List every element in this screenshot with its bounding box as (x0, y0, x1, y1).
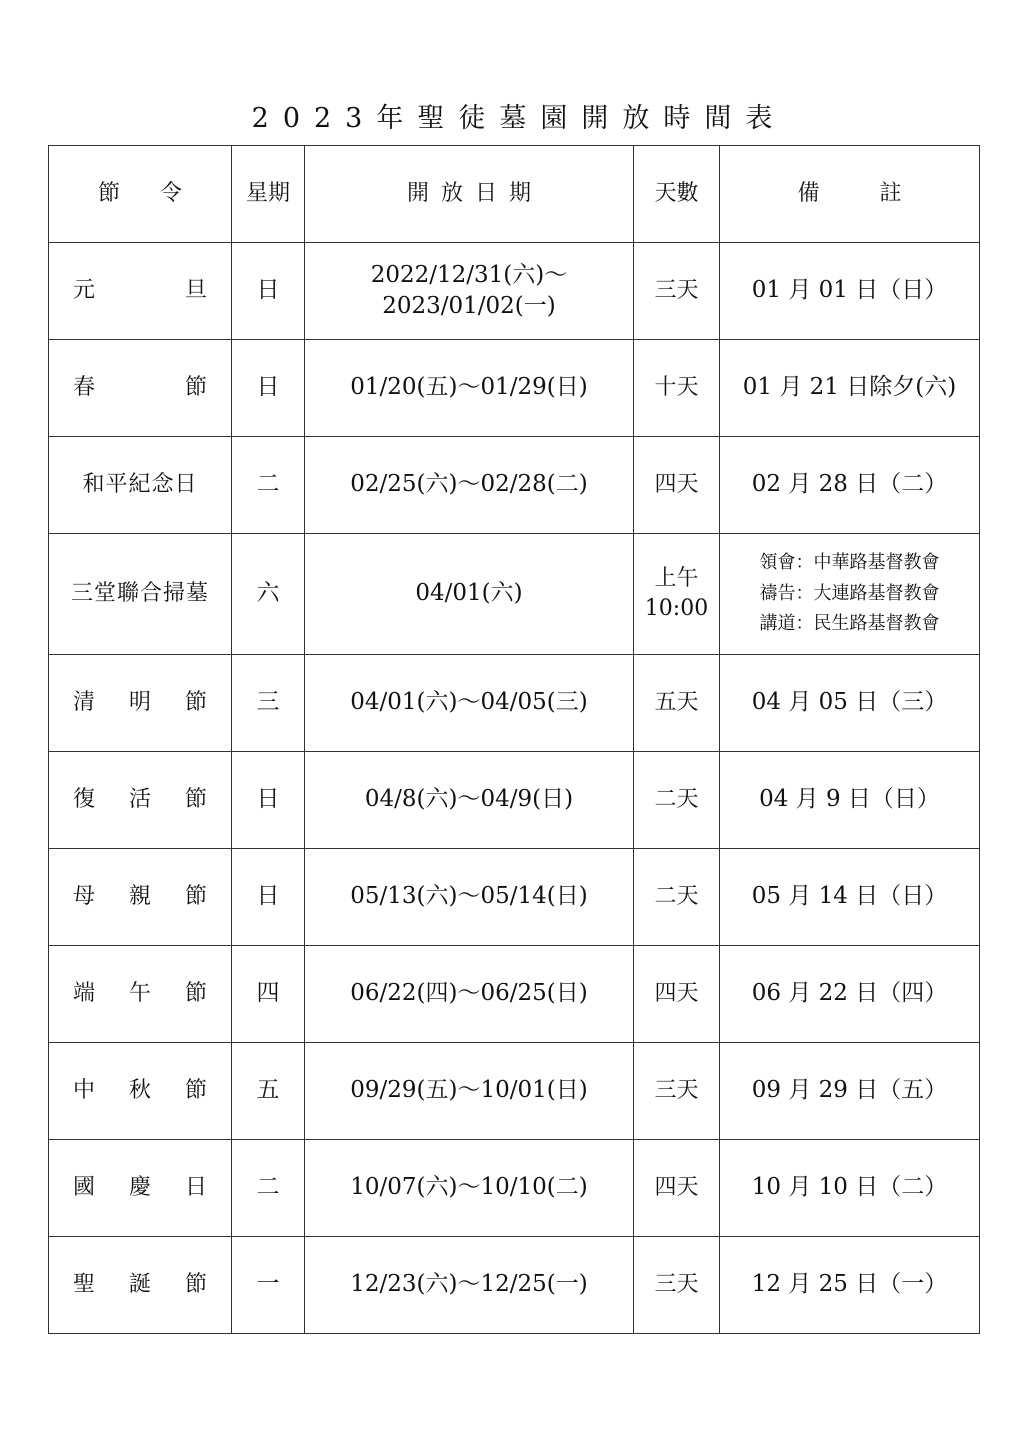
weekday-cell: 日 (232, 752, 305, 849)
festival-cell: 復活節 (49, 752, 232, 849)
days-cell: 四天 (634, 946, 720, 1043)
dates-cell (305, 243, 634, 340)
dates-cell: 04/01(六) (305, 534, 634, 655)
weekday-cell: 日 (232, 243, 305, 340)
remark-cell: 01 月 21 日除夕(六) (720, 340, 980, 437)
remark-cell: 02 月 28 日（二） (720, 437, 980, 534)
dates-line: 2023/01/02(一) (382, 293, 556, 319)
days-cell: 三天 (634, 1237, 720, 1334)
table-row (49, 655, 980, 752)
table-row (49, 1043, 980, 1140)
table-row (49, 1140, 980, 1237)
weekday-cell: 二 (232, 1140, 305, 1237)
table-row (49, 946, 980, 1043)
days-cell: 四天 (634, 437, 720, 534)
festival-cell: 和平紀念日 (49, 437, 232, 534)
dates-cell: 10/07(六)～10/10(二) (305, 1140, 634, 1237)
dates-cell: 04/01(六)～04/05(三) (305, 655, 634, 752)
days-cell: 三天 (634, 243, 720, 340)
header-row (49, 146, 980, 243)
festival-cell: 中秋節 (49, 1043, 232, 1140)
festival-cell: 聖誕節 (49, 1237, 232, 1334)
festival-cell: 國慶日 (49, 1140, 232, 1237)
festival-cell: 清明節 (49, 655, 232, 752)
time-label: 上午 (654, 566, 699, 592)
ministry-cell (720, 534, 980, 655)
dates-cell: 06/22(四)～06/25(日) (305, 946, 634, 1043)
header-dates: 開放日期 (305, 146, 634, 243)
schedule-table (48, 145, 980, 1334)
weekday-cell: 二 (232, 437, 305, 534)
festival-cell: 母親節 (49, 849, 232, 946)
header-remarks: 備註 (720, 146, 980, 243)
table-row (49, 243, 980, 340)
remark-cell: 04 月 05 日（三） (720, 655, 980, 752)
festival-cell: 三堂聯合掃墓 (49, 534, 232, 655)
remark-cell: 04 月 9 日（日） (720, 752, 980, 849)
remark-cell: 01 月 01 日（日） (720, 243, 980, 340)
time-cell (634, 534, 720, 655)
days-cell: 四天 (634, 1140, 720, 1237)
days-cell: 五天 (634, 655, 720, 752)
dates-cell: 05/13(六)～05/14(日) (305, 849, 634, 946)
table-row (49, 849, 980, 946)
weekday-cell: 五 (232, 1043, 305, 1140)
days-cell: 二天 (634, 752, 720, 849)
festival-cell: 端午節 (49, 946, 232, 1043)
dates-cell: 04/8(六)～04/9(日) (305, 752, 634, 849)
table-row (49, 534, 980, 655)
table-row (49, 752, 980, 849)
remark-cell: 12 月 25 日（一） (720, 1237, 980, 1334)
weekday-cell: 日 (232, 849, 305, 946)
festival-cell: 春節 (49, 340, 232, 437)
festival-cell: 元旦 (49, 243, 232, 340)
header-weekday: 星期 (232, 146, 305, 243)
weekday-cell: 三 (232, 655, 305, 752)
remark-cell: 10 月 10 日（二） (720, 1140, 980, 1237)
weekday-cell: 六 (232, 534, 305, 655)
dates-cell: 02/25(六)～02/28(二) (305, 437, 634, 534)
days-cell: 十天 (634, 340, 720, 437)
dates-cell: 01/20(五)～01/29(日) (305, 340, 634, 437)
days-cell: 二天 (634, 849, 720, 946)
ministry-line: 領會：中華路基督教會 (759, 552, 940, 574)
remark-cell: 06 月 22 日（四） (720, 946, 980, 1043)
weekday-cell: 日 (232, 340, 305, 437)
header-days: 天數 (634, 146, 720, 243)
remark-cell: 09 月 29 日（五） (720, 1043, 980, 1140)
header-festival: 節令 (49, 146, 232, 243)
table-row (49, 340, 980, 437)
dates-cell: 12/23(六)～12/25(一) (305, 1237, 634, 1334)
table-row (49, 1237, 980, 1334)
page-title: 2023年聖徒墓園開放時間表 (251, 103, 787, 134)
dates-line: 2022/12/31(六)～ (370, 261, 568, 288)
table-row (49, 437, 980, 534)
weekday-cell: 一 (232, 1237, 305, 1334)
time-value: 10:00 (644, 596, 709, 621)
ministry-line: 講道：民生路基督教會 (759, 613, 940, 635)
days-cell: 三天 (634, 1043, 720, 1140)
weekday-cell: 四 (232, 946, 305, 1043)
dates-cell: 09/29(五)～10/01(日) (305, 1043, 634, 1140)
ministry-line: 禱告：大連路基督教會 (759, 582, 940, 604)
remark-cell: 05 月 14 日（日） (720, 849, 980, 946)
